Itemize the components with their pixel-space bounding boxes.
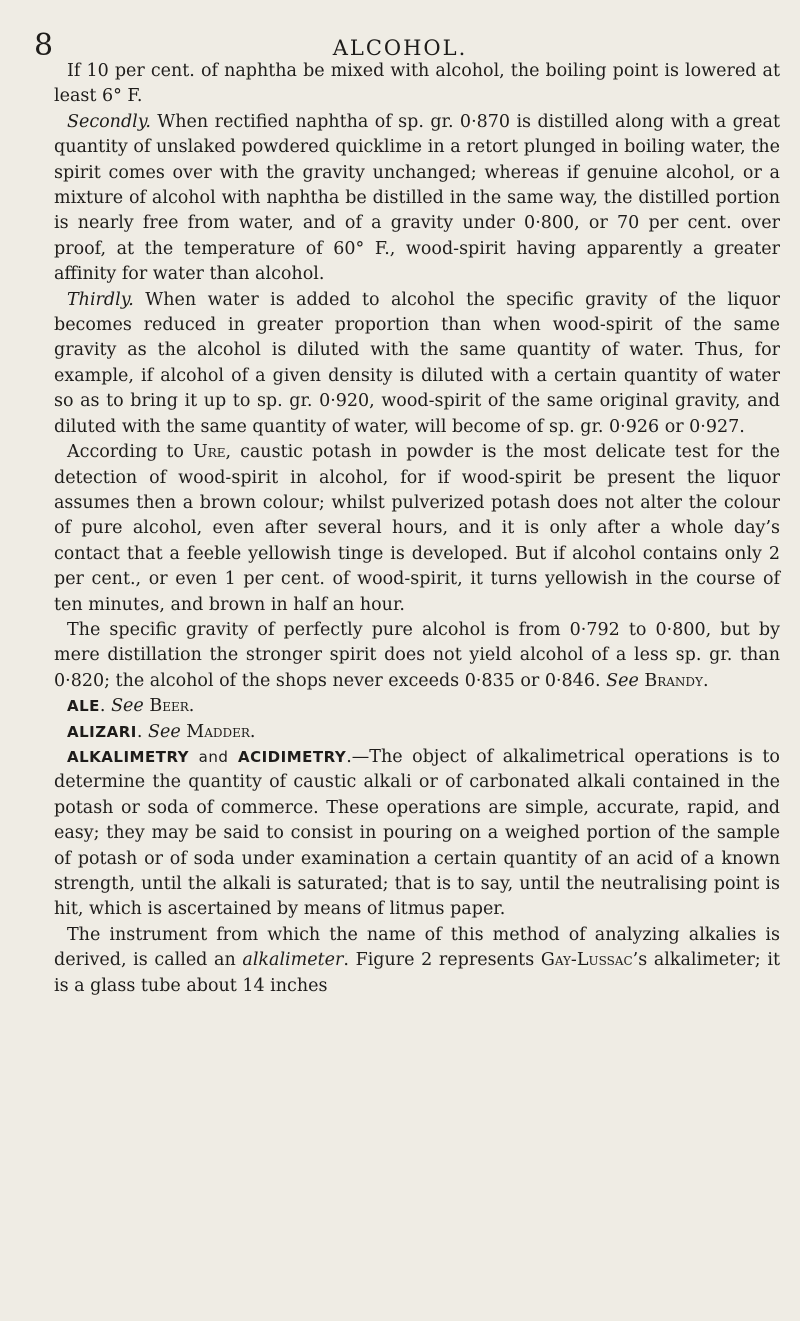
headword-alizari: ALIZARI bbox=[67, 722, 137, 741]
ure-text-after: , caustic potash in powder is the most delicate test for the detection of wood-spirit in alcohol, for if wood-spirit be present the liquor assumes then a brown colour; whilst pulverized potash does not alter the colour of pure alcohol, even after several hours, and it is only after a whole day’s contact that a feeble yellowish tinge is developed. But if alcohol contains only 2 per cent., or even 1 per cent. of wood-spirit, it turns yellowish in the course of ten minutes, and brown in half an hour. bbox=[54, 442, 781, 615]
lead-secondly: Secondly. bbox=[67, 111, 151, 132]
paragraph-instrument bbox=[54, 923, 780, 999]
paragraph-secondly bbox=[54, 110, 780, 288]
cross-ref-madder[interactable]: Madder bbox=[186, 721, 250, 742]
cross-ref-beer[interactable]: Beer bbox=[149, 696, 189, 717]
paragraph-thirdly bbox=[54, 288, 780, 440]
instrument-text-c: ’s alkalimeter; it is a glass tube about 14 inches bbox=[54, 950, 780, 996]
gravity-end: . bbox=[702, 670, 709, 691]
ure-text-before: According to bbox=[67, 442, 193, 463]
cross-ref-brandy[interactable]: Brandy bbox=[644, 670, 703, 691]
lead-thirdly: Thirdly. bbox=[67, 289, 134, 310]
body-text bbox=[54, 59, 780, 999]
instrument-text-a: The instrument from which the name of this method of analyzing alkalies is derived, is called an bbox=[54, 924, 780, 971]
alkalimetry-text: .—The object of alkalimetrical operations is to determine the quantity of caustic alkali or of carbonated alkali contained in the potash or soda of commerce. These operations are simple, accurate, rapid, and easy; they may be said to consist in pouring on a weighed portion of the sample of potash or of soda under examination a certain quantity of an acid of a known strength, until the alkali is saturated; that is to say, until the neutralising point is hit, which is ascertained by means of litmus paper. bbox=[54, 746, 780, 920]
paragraph-boiling-point: If 10 per cent. of naphtha be mixed with alcohol, the boiling point is lowered at least 6° F. bbox=[54, 61, 780, 107]
headword-and: and bbox=[198, 747, 229, 766]
headword-ale: ALE bbox=[67, 697, 100, 716]
author-gay-lussac: Gay-Lussac bbox=[540, 950, 633, 971]
paragraph-specific-gravity bbox=[54, 618, 780, 694]
headword-acidimetry: ACIDIMETRY bbox=[237, 747, 347, 766]
paragraph-ure bbox=[54, 440, 780, 618]
page-number: 8 bbox=[34, 28, 54, 63]
thirdly-text: When water is added to alcohol the specific gravity of the liquor becomes reduced in greater proportion than when wood-spirit of the same gravity as the alcohol is diluted with the same quantity of water. Thus, for example, if alcohol of a given density is diluted with a certain quantity of water so as to bring it up to sp. gr. 0·920, wood-spirit of the same original gravity, and diluted with the same quantity of water, will become of sp. gr. 0·926 or 0·927. bbox=[54, 289, 780, 437]
alizari-end: . bbox=[249, 721, 256, 742]
entry-alizari: ALIZARI. See Madder. bbox=[67, 721, 256, 742]
entry-ale: ALE. See Beer. bbox=[67, 696, 195, 717]
headword-alkalimetry: ALKALIMETRY bbox=[67, 747, 190, 766]
term-alkalimeter: alkalimeter bbox=[242, 950, 344, 971]
ale-end: . bbox=[188, 696, 195, 717]
running-title: ALCOHOL. bbox=[332, 36, 468, 60]
see-label: See bbox=[111, 696, 144, 717]
instrument-text-b: . Figure 2 represents bbox=[343, 950, 541, 971]
secondly-text: When rectified naphtha of sp. gr. 0·870 is distilled along with a great quantity of unslaked powdered quicklime in a retort plunged in boiling water, the spirit comes over with the gravity unchanged; whereas if genuine alcohol, or a mixture of alcohol with naphtha be distilled in the same way, the distilled portion is nearly free from water, and of a gravity under 0·800, or 70 per cent. over proof, at the temperature of 60° F., wood-spirit having apparently a greater affinity for water than alcohol. bbox=[54, 111, 780, 285]
entry-alkalimetry bbox=[54, 745, 780, 923]
see-label: See bbox=[606, 670, 639, 691]
author-ure: Ure bbox=[192, 442, 226, 463]
see-label: See bbox=[148, 721, 181, 742]
gravity-text: The specific gravity of perfectly pure alcohol is from 0·792 to 0·800, but by mere distillation the stronger spirit does not yield alcohol of a less sp. gr. than 0·820; the alcohol of the shops never exceeds 0·835 or 0·846. bbox=[54, 619, 780, 691]
